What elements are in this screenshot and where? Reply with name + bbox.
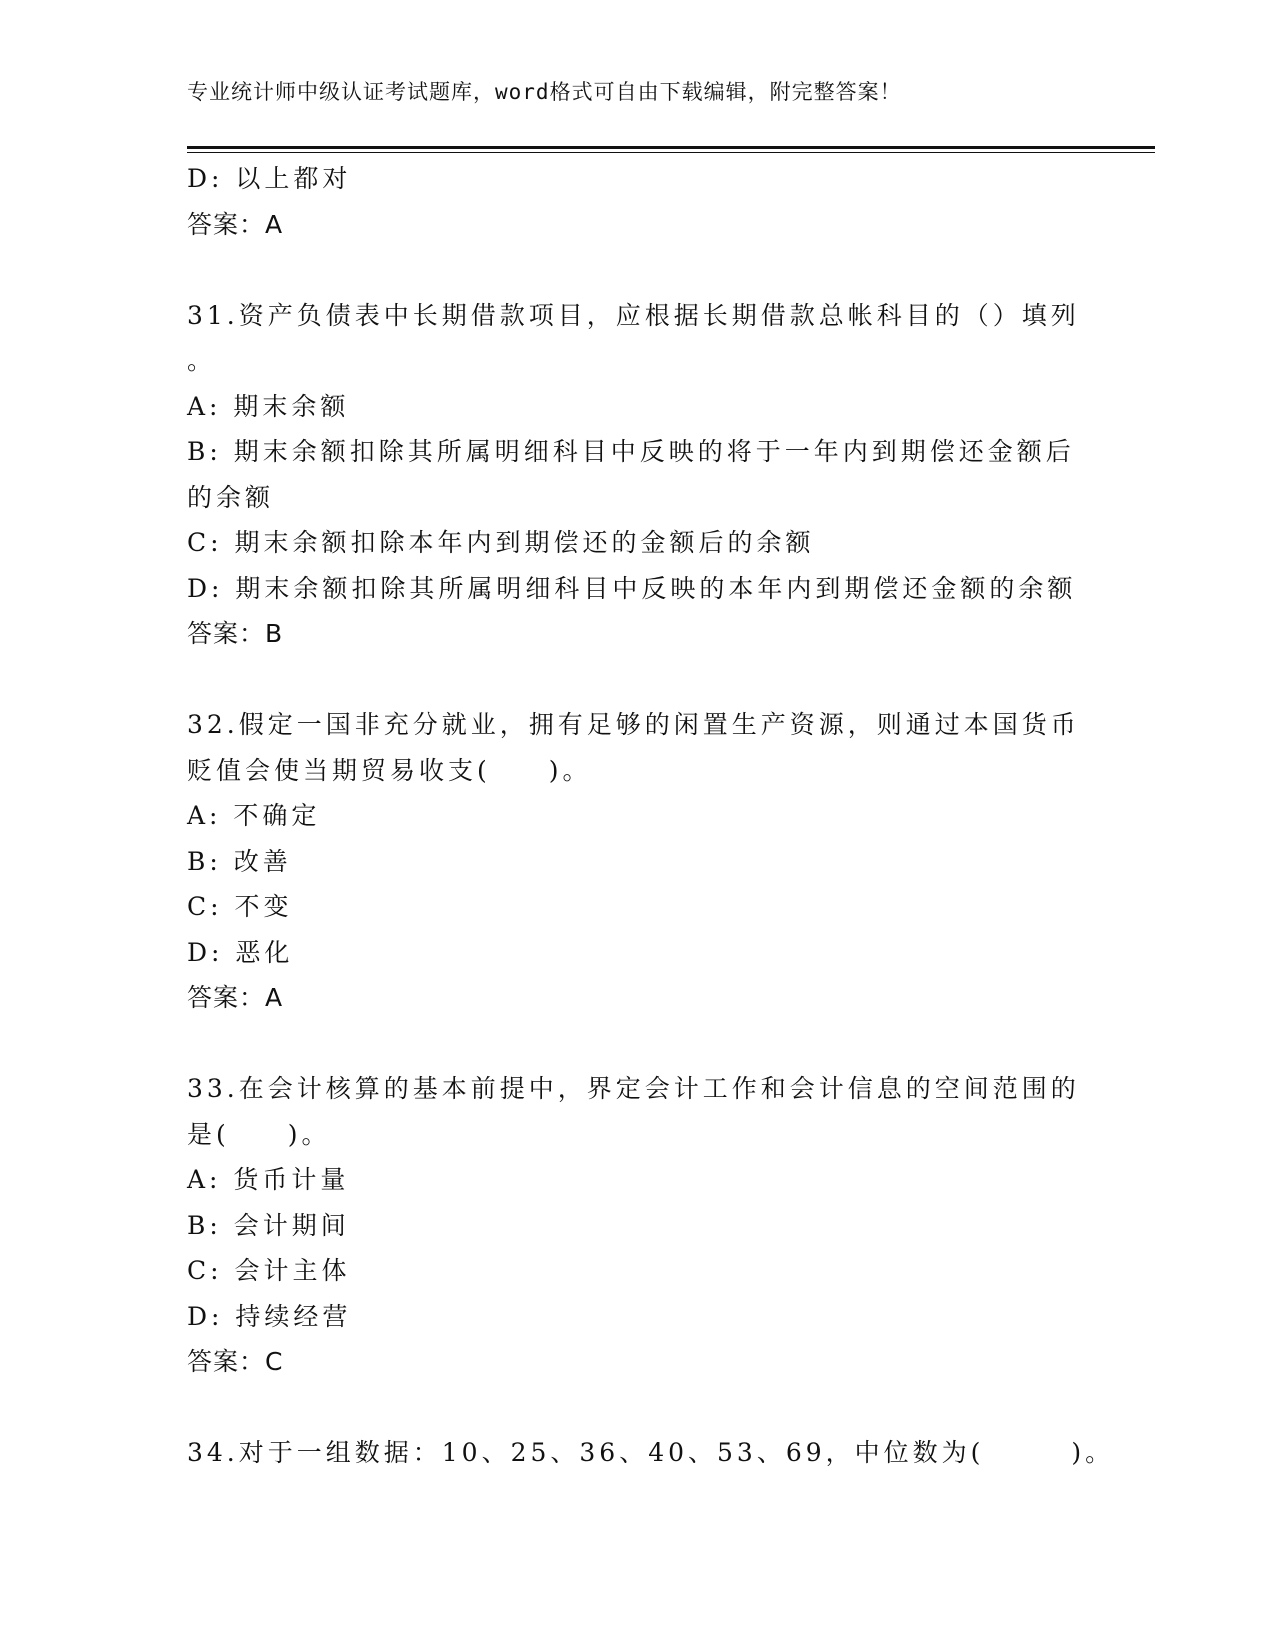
option-b-continuation: 的余额 bbox=[187, 482, 275, 512]
question-32 bbox=[187, 702, 1087, 1021]
answer-line: 答案：C bbox=[187, 1347, 284, 1376]
answer-line: 答案：B bbox=[187, 619, 284, 648]
option-b: B: 期末余额扣除其所属明细科目中反映的将于一年内到期偿还金额后 bbox=[187, 437, 1075, 466]
option-b: B: 会计期间 bbox=[187, 1210, 350, 1240]
answer-line: 答案：A bbox=[187, 209, 284, 239]
option-b: B: 改善 bbox=[187, 846, 292, 876]
option-c: C: 不变 bbox=[187, 892, 293, 921]
question-stem-continuation: 是( )。 bbox=[187, 1119, 331, 1149]
question-stem: 31.资产负债表中长期借款项目，应根据长期借款总帐科目的（）填列 bbox=[187, 300, 1080, 330]
spacer bbox=[187, 1021, 1087, 1067]
spacer bbox=[187, 247, 1087, 293]
option-d: D: 恶化 bbox=[187, 937, 294, 967]
question-stem-continuation: 。 bbox=[187, 346, 217, 375]
spacer bbox=[187, 1385, 1087, 1431]
answer-line: 答案：A bbox=[187, 983, 284, 1012]
question-stem: 32.假定一国非充分就业，拥有足够的闲置生产资源，则通过本国货币 bbox=[187, 710, 1080, 739]
previous-question-tail bbox=[187, 156, 1087, 247]
option-d: D: 以上都对 bbox=[187, 164, 352, 193]
question-stem-continuation: 贬值会使当期贸易收支( )。 bbox=[187, 755, 592, 785]
question-31 bbox=[187, 293, 1087, 657]
question-stem: 34.对于一组数据：10、25、36、40、53、69，中位数为( )。 bbox=[187, 1438, 1115, 1467]
question-list bbox=[187, 156, 1115, 1476]
option-a: A: 不确定 bbox=[187, 801, 321, 830]
question-34 bbox=[187, 1430, 1115, 1476]
option-d: D: 期末余额扣除其所属明细科目中反映的本年内到期偿还金额的余额 bbox=[187, 573, 1077, 603]
question-33 bbox=[187, 1066, 1087, 1385]
question-stem: 33.在会计核算的基本前提中，界定会计工作和会计信息的空间范围的 bbox=[187, 1074, 1080, 1103]
option-c: C: 期末余额扣除本年内到期偿还的金额后的余额 bbox=[187, 528, 815, 557]
header-divider-thick bbox=[187, 146, 1155, 149]
header-divider-thin bbox=[187, 152, 1155, 153]
option-d: D: 持续经营 bbox=[187, 1301, 352, 1331]
spacer bbox=[187, 657, 1087, 703]
option-c: C: 会计主体 bbox=[187, 1256, 351, 1285]
page-header: 专业统计师中级认证考试题库，word格式可自由下载编辑，附完整答案！ bbox=[187, 80, 902, 104]
option-a: A: 期末余额 bbox=[187, 391, 350, 421]
option-a: A: 货币计量 bbox=[187, 1165, 350, 1194]
